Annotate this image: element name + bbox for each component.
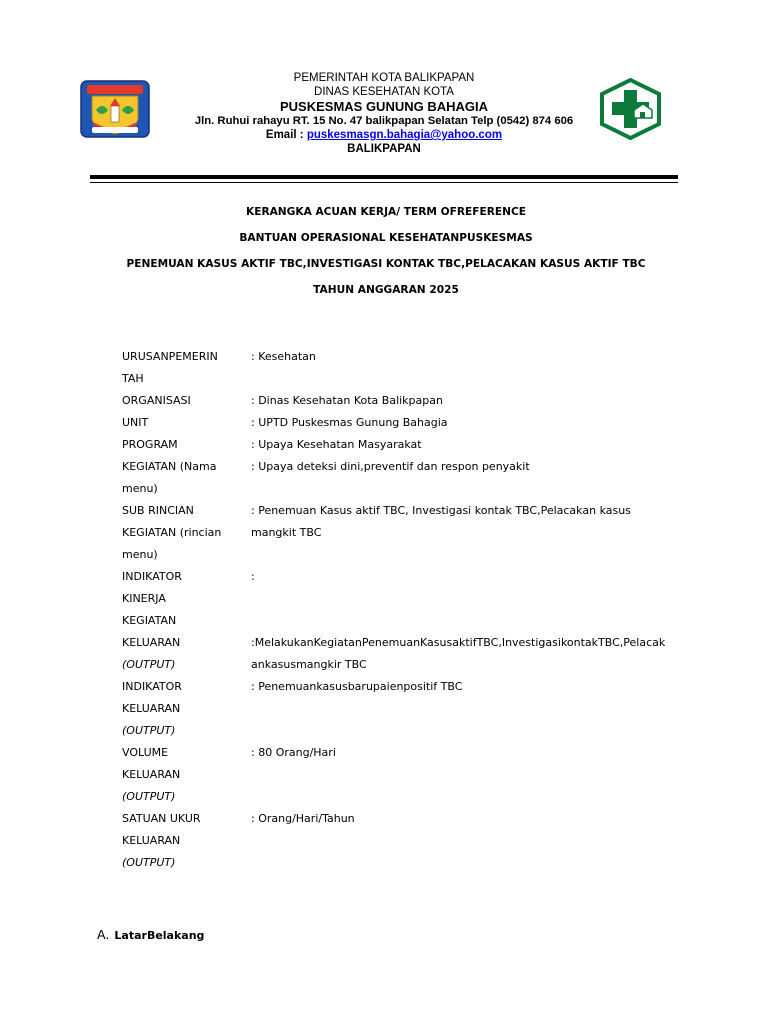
row-value: : Kesehatan — [251, 350, 316, 363]
letterhead-divider-thin — [90, 182, 678, 183]
info-table — [122, 346, 722, 874]
row-label: KELUARAN — [122, 636, 181, 649]
title-year: TAHUN ANGGARAN 2025 — [313, 284, 459, 296]
row-label: PROGRAM — [122, 438, 178, 451]
info-row-urusan — [122, 346, 722, 390]
row-label: (OUTPUT) — [122, 856, 176, 869]
row-label: KINERJA — [122, 592, 166, 605]
letterhead — [160, 71, 608, 156]
title-kak: KERANGKA ACUAN KERJA/ TERM OFREFERENCE — [246, 206, 526, 218]
balikpapan-city-emblem-icon — [80, 80, 150, 138]
info-row-organisasi — [122, 390, 722, 412]
info-row-satuan-ukur — [122, 808, 722, 874]
email-line — [160, 128, 608, 142]
puskesmas-name: PUSKESMAS GUNUNG BAHAGIA — [279, 99, 488, 114]
row-label: (OUTPUT) — [122, 658, 176, 671]
row-label: URUSANPEMERIN — [122, 350, 218, 363]
email-link[interactable]: puskesmasgn.bahagia@yahoo.com — [306, 129, 503, 141]
row-value: : Penemuankasusbarupaienpositif TBC — [251, 680, 463, 693]
section-title: LatarBelakang — [114, 929, 205, 942]
row-label: ORGANISASI — [122, 394, 191, 407]
row-value: : Penemuan Kasus aktif TBC, Investigasi kontak TBC,Pelacakan kasus — [251, 504, 631, 517]
row-label: INDIKATOR — [122, 680, 182, 693]
city-line: BALIKPAPAN — [347, 143, 421, 155]
info-row-volume-keluaran — [122, 742, 722, 808]
row-label: menu) — [122, 548, 158, 561]
row-label: UNIT — [122, 416, 149, 429]
row-label: SATUAN UKUR — [122, 812, 201, 825]
row-label: (OUTPUT) — [122, 724, 176, 737]
info-row-kegiatan — [122, 456, 722, 500]
government-name: PEMERINTAH KOTA BALIKPAPAN — [293, 72, 475, 84]
info-row-keluaran — [122, 632, 722, 676]
puskesmas-cross-logo-icon — [596, 78, 665, 140]
row-value: : Upaya Kesehatan Masyarakat — [251, 438, 422, 451]
row-label: INDIKATOR — [122, 570, 182, 583]
row-label: (OUTPUT) — [122, 790, 176, 803]
address-line: Jln. Ruhui rahayu RT. 15 No. 47 balikpapan Selatan Telp (0542) 874 606 — [194, 115, 574, 127]
row-value: : UPTD Puskesmas Gunung Bahagia — [251, 416, 448, 429]
section-marker: A. — [97, 927, 110, 942]
row-value: : Orang/Hari/Tahun — [251, 812, 355, 825]
letterhead-divider-thick — [90, 175, 678, 179]
title-bok: BANTUAN OPERASIONAL KESEHATANPUSKESMAS — [239, 232, 533, 244]
info-row-indikator-keluaran — [122, 676, 722, 742]
document-titles — [60, 205, 712, 309]
row-value: mangkit TBC — [251, 526, 322, 539]
section-heading-latar-belakang — [97, 924, 204, 943]
row-label: KELUARAN — [122, 768, 181, 781]
row-label: SUB RINCIAN — [122, 504, 194, 517]
row-value: ankasusmangkir TBC — [251, 658, 367, 671]
row-label: VOLUME — [122, 746, 169, 759]
row-label: menu) — [122, 482, 158, 495]
title-activity: PENEMUAN KASUS AKTIF TBC,INVESTIGASI KONTAK TBC,PELACAKAN KASUS AKTIF TBC — [126, 258, 646, 270]
row-value: :MelakukanKegiatanPenemuanKasusaktifTBC,InvestigasikontakTBC,Pelacak — [251, 636, 666, 649]
row-label: TAH — [122, 372, 144, 385]
row-value: : — [251, 570, 255, 583]
row-value: : Dinas Kesehatan Kota Balikpapan — [251, 394, 443, 407]
info-row-sub-rincian — [122, 500, 722, 566]
info-row-unit — [122, 412, 722, 434]
row-label: KEGIATAN — [122, 614, 177, 627]
row-label: KEGIATAN (rincian — [122, 526, 222, 539]
department-name: DINAS KESEHATAN KOTA — [314, 86, 454, 98]
row-label: KEGIATAN (Nama — [122, 460, 217, 473]
info-row-program — [122, 434, 722, 456]
email-label: Email : — [265, 129, 307, 141]
row-value: : Upaya deteksi dini,preventif dan respon penyakit — [251, 460, 530, 473]
row-value: : 80 Orang/Hari — [251, 746, 336, 759]
row-label: KELUARAN — [122, 702, 181, 715]
info-row-indikator-kinerja — [122, 566, 722, 632]
row-label: KELUARAN — [122, 834, 181, 847]
